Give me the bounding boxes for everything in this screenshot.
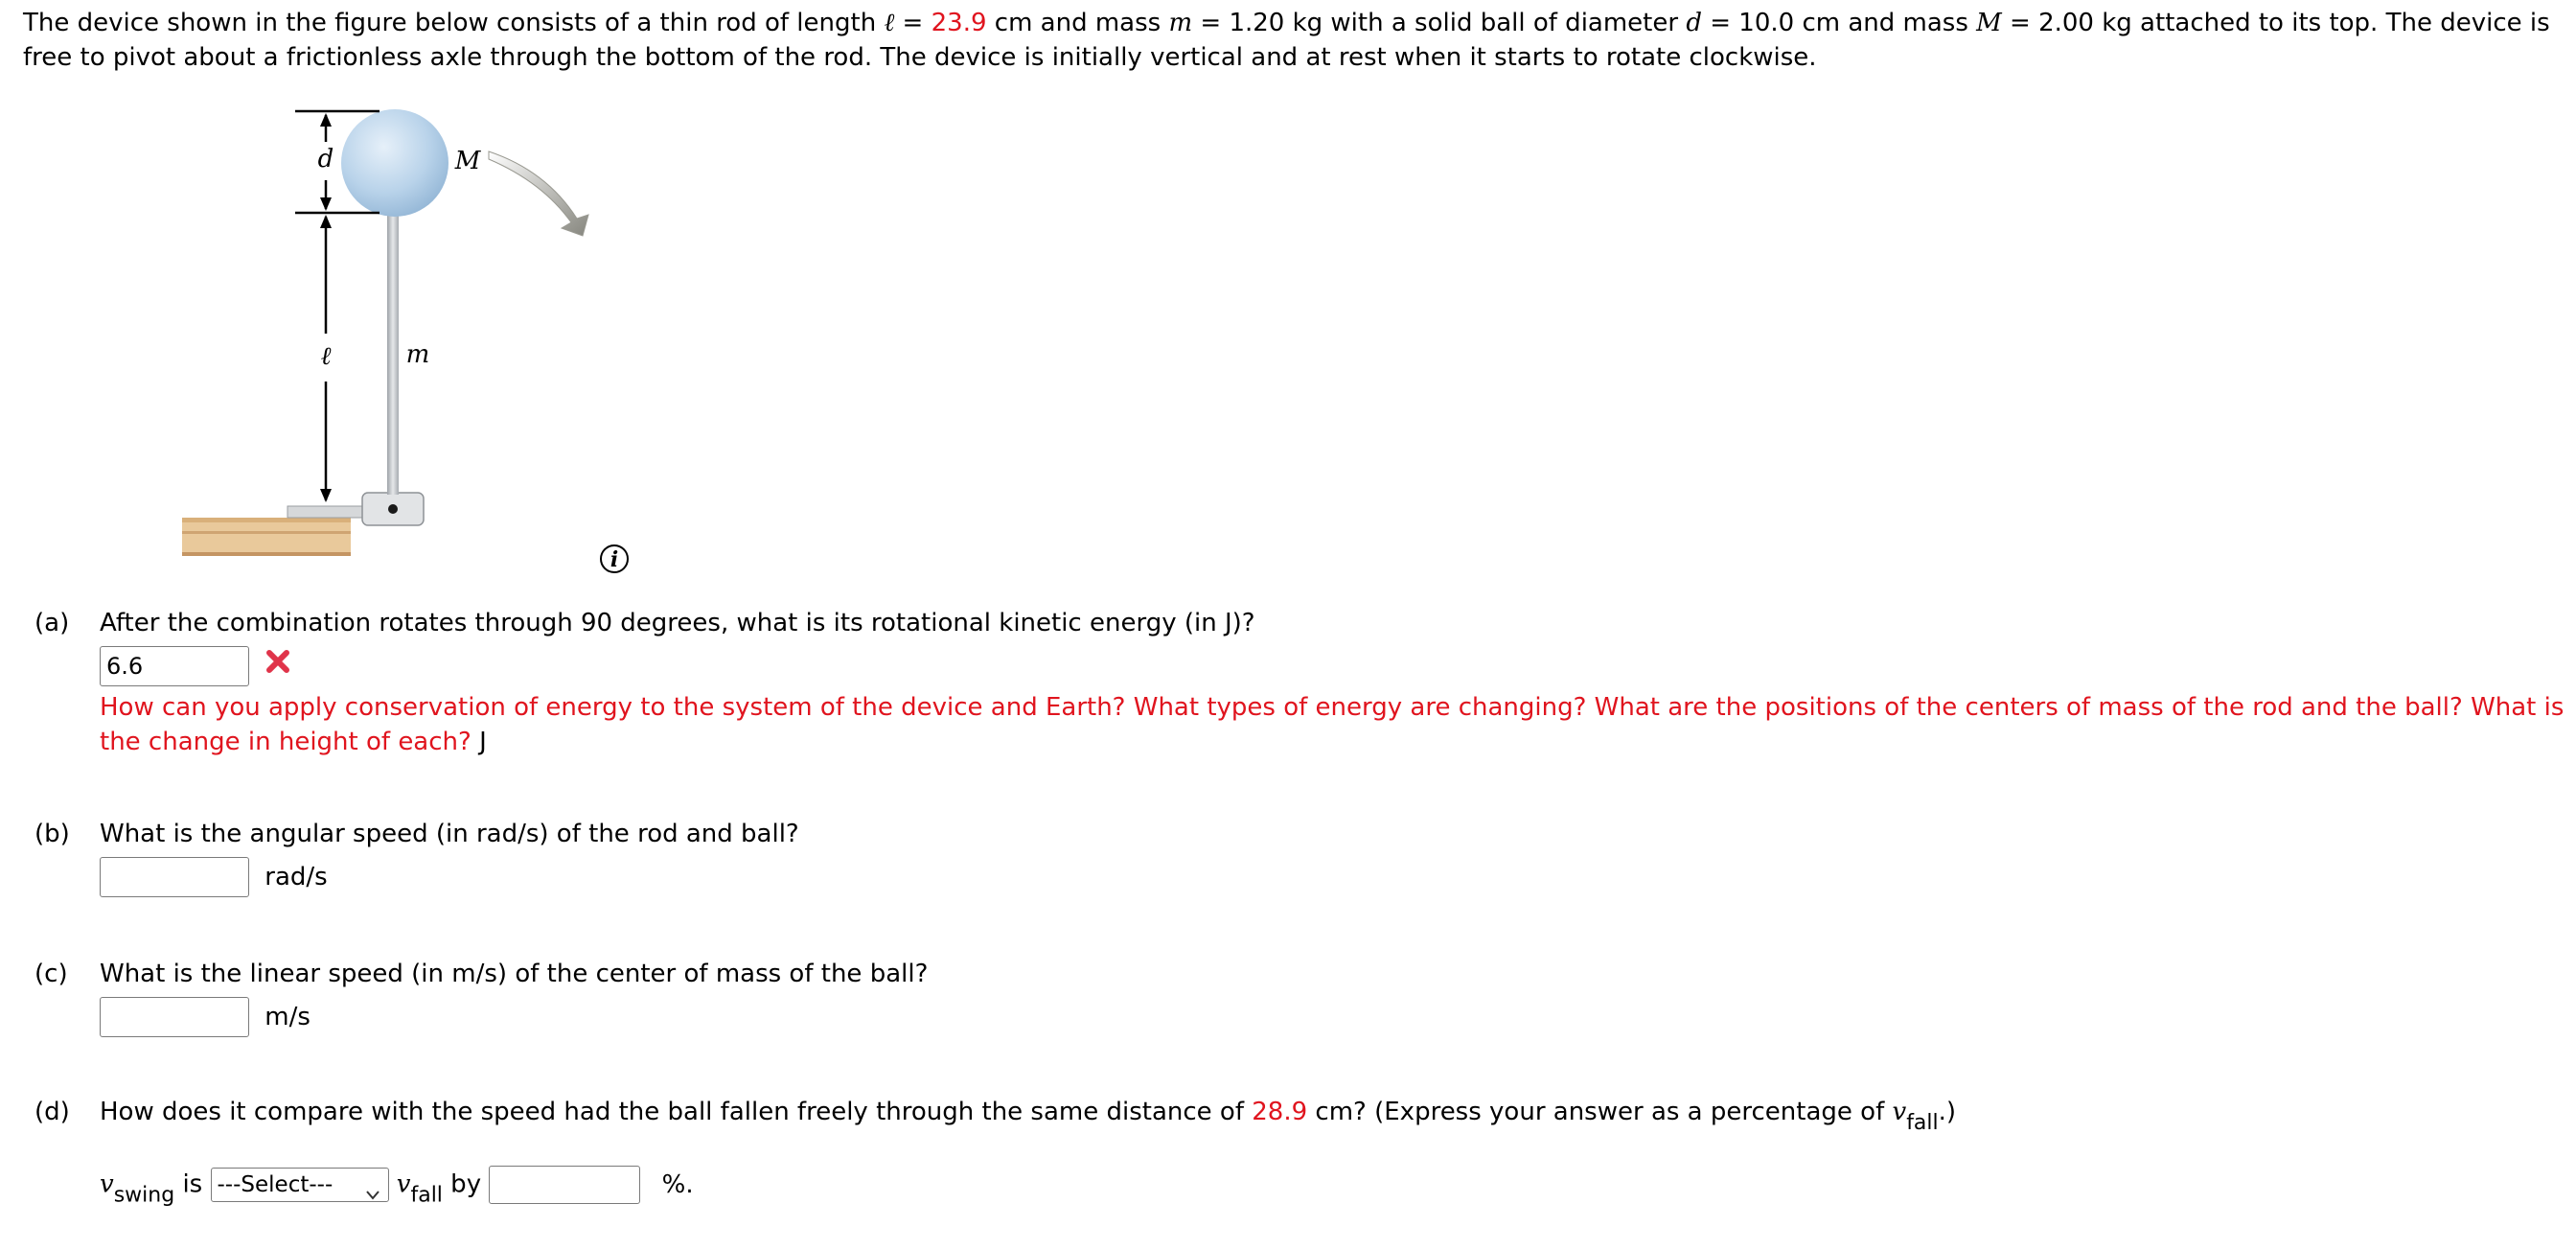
intro-text: The device shown in the figure below consists of a thin rod of length bbox=[23, 9, 885, 37]
feedback-text: How can you apply conservation of energy to the system of the device and Earth? What types of energy are changing? What are the positions of the centers of mass of the rod and the ball? What is the change in height of each? bbox=[100, 693, 2564, 756]
incorrect-x-icon bbox=[264, 648, 291, 684]
label-m: m bbox=[405, 340, 430, 369]
distance-value: 28.9 bbox=[1252, 1098, 1308, 1126]
device-figure bbox=[182, 104, 604, 564]
problem-statement bbox=[23, 6, 2553, 75]
intro-text: = 10.0 cm and mass bbox=[1701, 9, 1977, 37]
subscript-swing: swing bbox=[113, 1183, 175, 1208]
symbol-v: v bbox=[1892, 1098, 1907, 1126]
rotation-arrow bbox=[489, 151, 588, 236]
comparison-select-value: ---Select--- bbox=[217, 1172, 334, 1197]
part-a-unit: J bbox=[479, 728, 487, 756]
part-d-label: (d) bbox=[34, 1098, 70, 1126]
part-c-question: What is the linear speed (in m/s) of the center of mass of the ball? bbox=[100, 960, 929, 988]
info-icon[interactable] bbox=[598, 543, 631, 575]
intro-text: = bbox=[894, 9, 932, 37]
ball bbox=[341, 109, 448, 217]
part-a-question: After the combination rotates through 90 degrees, what is its rotational kinetic energy (in J)? bbox=[100, 609, 1255, 637]
label-M: M bbox=[454, 147, 481, 175]
part-c bbox=[34, 957, 2545, 1049]
intro-text: = 2.00 kg attached to its top. The device is free to pivot about a frictionless axle through the bottom of the rod. The device is initially vertical and at rest when it starts to rotate clockwise. bbox=[23, 9, 2550, 72]
part-d-text: .) bbox=[1938, 1098, 1957, 1126]
info-icon-glyph: i bbox=[610, 547, 619, 572]
part-b bbox=[34, 817, 2545, 909]
subscript-fall: fall bbox=[1906, 1111, 1939, 1135]
symbol-length: ℓ bbox=[884, 9, 895, 37]
part-d-answer-row bbox=[100, 1166, 2543, 1214]
part-b-unit: rad/s bbox=[264, 863, 328, 891]
part-d-question bbox=[100, 1095, 2543, 1141]
part-c-label: (c) bbox=[34, 960, 68, 988]
symbol-diameter: d bbox=[1686, 9, 1702, 37]
part-a bbox=[34, 606, 2564, 769]
rod bbox=[387, 211, 399, 495]
chevron-down-icon bbox=[365, 1178, 380, 1211]
part-a-feedback bbox=[100, 690, 2576, 759]
percent-sign: %. bbox=[661, 1170, 694, 1199]
part-d-text: cm? (Express your answer as a percentage of bbox=[1307, 1098, 1893, 1126]
label-d: d bbox=[317, 145, 334, 174]
intro-text: = 1.20 kg with a solid ball of diameter bbox=[1192, 9, 1687, 37]
part-d-text: How does it compare with the speed had the ball fallen freely through the same distance of bbox=[100, 1098, 1253, 1126]
comparison-select[interactable] bbox=[211, 1168, 389, 1202]
label-length: ℓ bbox=[320, 342, 332, 371]
part-c-answer-input[interactable] bbox=[100, 997, 249, 1037]
part-d-percent-input[interactable] bbox=[489, 1166, 640, 1204]
part-b-question: What is the angular speed (in rad/s) of the rod and ball? bbox=[100, 820, 799, 848]
axle-dot bbox=[388, 504, 398, 514]
subscript-fall: fall bbox=[410, 1183, 443, 1208]
wooden-base bbox=[182, 518, 351, 556]
symbol-ball-mass: M bbox=[1976, 9, 2002, 37]
symbol-v: v bbox=[100, 1169, 114, 1199]
part-c-unit: m/s bbox=[264, 1003, 310, 1031]
part-a-label: (a) bbox=[34, 609, 70, 637]
word-by: by bbox=[442, 1169, 490, 1199]
part-a-answer-input[interactable] bbox=[100, 646, 249, 686]
symbol-rod-mass: m bbox=[1168, 9, 1193, 37]
part-b-answer-input[interactable] bbox=[100, 857, 249, 897]
word-is: is bbox=[174, 1169, 211, 1199]
part-d bbox=[34, 1095, 2545, 1219]
symbol-v: v bbox=[396, 1169, 411, 1199]
length-value: 23.9 bbox=[931, 9, 987, 37]
intro-text: cm and mass bbox=[986, 9, 1169, 37]
part-b-label: (b) bbox=[34, 820, 70, 848]
device-diagram bbox=[182, 104, 604, 564]
